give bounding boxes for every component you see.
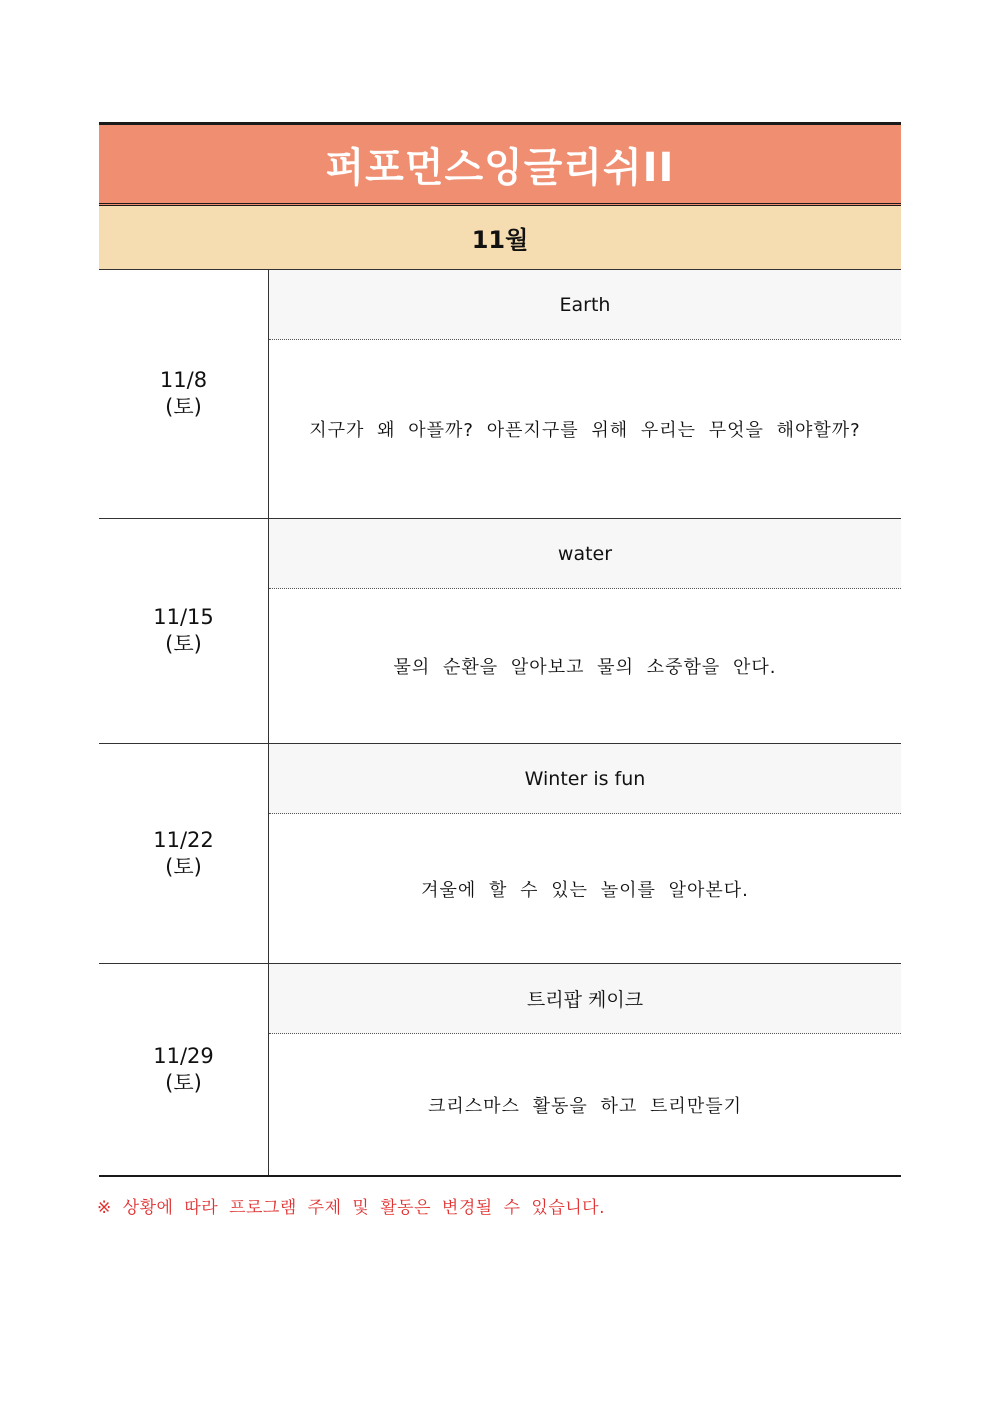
date-cell (99, 270, 269, 518)
content-cell (269, 519, 901, 743)
topic-title: Winter is fun (269, 744, 901, 814)
weekday-label: (토) (165, 395, 202, 419)
date-label: 11/29 (153, 1043, 214, 1068)
date-label: 11/8 (159, 368, 208, 392)
activity-description: 물의 순환을 알아보고 물의 소중함을 안다. (393, 657, 777, 678)
date-cell (99, 519, 269, 743)
program-title: 퍼포먼스잉글리쉬II (325, 144, 675, 191)
content-cell (269, 744, 901, 963)
date-cell (99, 744, 269, 963)
title-banner (99, 122, 901, 206)
activity-description: 크리스마스 활동을 하고 트리만들기 (428, 1095, 742, 1117)
month-header (99, 206, 901, 270)
schedule-table (99, 122, 901, 1177)
topic-title: water (269, 519, 901, 589)
topic-title: Earth (269, 270, 901, 340)
content-cell (269, 964, 901, 1175)
activity-description: 겨울에 할 수 있는 놀이를 알아본다. (421, 879, 749, 901)
date-cell (99, 964, 269, 1175)
content-cell (269, 270, 901, 518)
weekday-label: (토) (165, 1070, 202, 1095)
date-label: 11/22 (153, 827, 214, 852)
weekday-label: (토) (165, 854, 202, 879)
month-label: 11월 (471, 226, 529, 254)
topic-title: 트리팝 케이크 (269, 964, 901, 1034)
week-row (99, 964, 901, 1177)
week-row (99, 270, 901, 519)
change-notice: ※ 상황에 따라 프로그램 주제 및 활동은 변경될 수 있습니다. (97, 1198, 605, 1218)
weekday-label: (토) (165, 632, 202, 656)
week-row (99, 519, 901, 744)
week-row (99, 744, 901, 964)
date-label: 11/15 (153, 605, 214, 629)
activity-description: 지구가 왜 아플까? 아픈지구를 위해 우리는 무엇을 해야할까? (309, 420, 861, 441)
